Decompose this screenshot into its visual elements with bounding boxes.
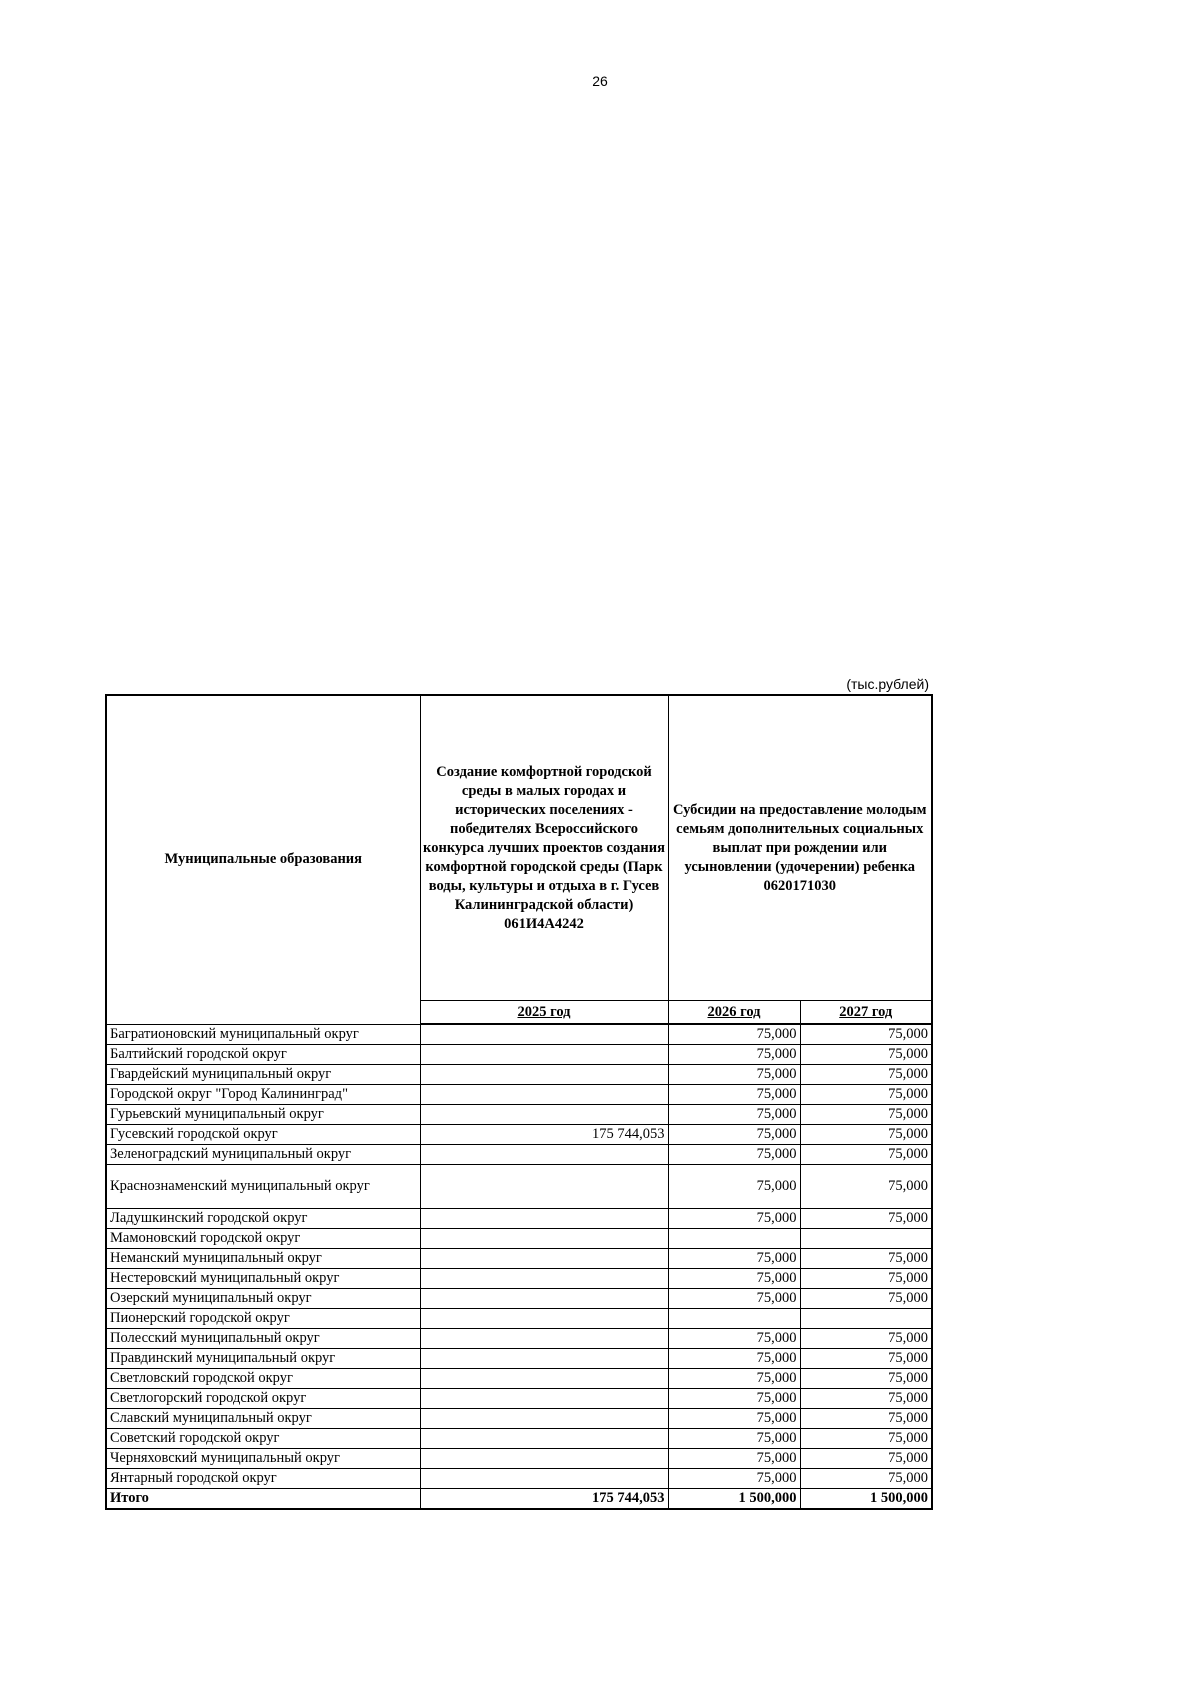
table-row [106, 1409, 932, 1429]
value-2027-cell [800, 1229, 932, 1249]
municipality-name-cell: Багратионовский муниципальный округ [106, 1024, 420, 1045]
municipalities-header: Муниципальные образования [106, 695, 420, 1024]
value-2026-cell: 75,000 [668, 1045, 800, 1065]
value-2026-cell: 75,000 [668, 1065, 800, 1085]
value-2025-cell [420, 1409, 668, 1429]
value-2027-cell: 75,000 [800, 1289, 932, 1309]
value-2025-cell [420, 1145, 668, 1165]
value-2026-cell: 75,000 [668, 1165, 800, 1209]
value-2026-cell [668, 1229, 800, 1249]
value-2025-cell [420, 1469, 668, 1489]
municipality-name-cell: Ладушкинский городской округ [106, 1209, 420, 1229]
value-2026-cell: 1 500,000 [668, 1489, 800, 1510]
value-2027-cell: 1 500,000 [800, 1489, 932, 1510]
table-row [106, 1065, 932, 1085]
table-header-row [106, 695, 932, 1001]
young-family-subsidy-header: Субсидии на предоставление молодым семьям дополнительных социальных выплат при рождении или усыновлении (удочерении) ребенка 0620171030 [668, 695, 932, 1001]
value-2027-cell: 75,000 [800, 1269, 932, 1289]
municipality-name-cell: Полесский муниципальный округ [106, 1329, 420, 1349]
value-2025-cell [420, 1209, 668, 1229]
value-2026-cell: 75,000 [668, 1469, 800, 1489]
value-2027-cell: 75,000 [800, 1429, 932, 1449]
value-2027-cell: 75,000 [800, 1065, 932, 1085]
comfort-environment-header: Создание комфортной городской среды в малых городах и исторических поселениях - победителях Всероссийского конкурса лучших проектов создания комфортной городской среды (Парк воды, культуры и отдыха в г. Гусев Калининградской области) 061И4А4242 [420, 695, 668, 1001]
municipality-name-cell: Нестеровский муниципальный округ [106, 1269, 420, 1289]
value-2025-cell [420, 1249, 668, 1269]
municipality-name-cell: Пионерский городской округ [106, 1309, 420, 1329]
value-2025-cell [420, 1429, 668, 1449]
value-2027-cell: 75,000 [800, 1389, 932, 1409]
municipality-name-cell: Мамоновский городской округ [106, 1229, 420, 1249]
municipality-name-cell: Гвардейский муниципальный округ [106, 1065, 420, 1085]
budget-table [105, 694, 933, 1510]
value-2026-cell: 75,000 [668, 1209, 800, 1229]
value-2025-cell [420, 1065, 668, 1085]
municipality-name-cell: Неманский муниципальный округ [106, 1249, 420, 1269]
value-2025-cell: 175 744,053 [420, 1125, 668, 1145]
value-2026-cell: 75,000 [668, 1269, 800, 1289]
value-2026-cell: 75,000 [668, 1429, 800, 1449]
value-2027-cell: 75,000 [800, 1165, 932, 1209]
value-2027-cell: 75,000 [800, 1369, 932, 1389]
table-row [106, 1349, 932, 1369]
municipality-name-cell: Светловский городской округ [106, 1369, 420, 1389]
value-2027-cell [800, 1309, 932, 1329]
value-2026-cell: 75,000 [668, 1125, 800, 1145]
table-row [106, 1329, 932, 1349]
table-row [106, 1229, 932, 1249]
table-row [106, 1249, 932, 1269]
value-2027-cell: 75,000 [800, 1145, 932, 1165]
year-2025-header: 2025 год [420, 1001, 668, 1025]
municipality-name-cell: Зеленоградский муниципальный округ [106, 1145, 420, 1165]
table-body [106, 1024, 932, 1509]
municipality-name-cell: Краснознаменский муниципальный округ [106, 1165, 420, 1209]
value-2025-cell [420, 1085, 668, 1105]
municipality-name-cell: Советский городской округ [106, 1429, 420, 1449]
value-2025-cell [420, 1389, 668, 1409]
value-2025-cell [420, 1229, 668, 1249]
value-2026-cell: 75,000 [668, 1105, 800, 1125]
value-2025-cell [420, 1269, 668, 1289]
table-row [106, 1145, 932, 1165]
table-row [106, 1045, 932, 1065]
table-row [106, 1289, 932, 1309]
municipality-name-cell: Светлогорский городской округ [106, 1389, 420, 1409]
value-2025-cell [420, 1045, 668, 1065]
table-row [106, 1165, 932, 1209]
year-2026-header: 2026 год [668, 1001, 800, 1025]
value-2025-cell: 175 744,053 [420, 1489, 668, 1510]
value-2027-cell: 75,000 [800, 1469, 932, 1489]
value-2027-cell: 75,000 [800, 1329, 932, 1349]
value-2025-cell [420, 1309, 668, 1329]
table-row [106, 1389, 932, 1409]
municipality-name-cell: Правдинский муниципальный округ [106, 1349, 420, 1369]
value-2026-cell [668, 1309, 800, 1329]
table-row [106, 1024, 932, 1045]
value-2027-cell: 75,000 [800, 1409, 932, 1429]
value-2026-cell: 75,000 [668, 1085, 800, 1105]
value-2025-cell [420, 1105, 668, 1125]
value-2026-cell: 75,000 [668, 1145, 800, 1165]
municipality-name-cell: Черняховский муниципальный округ [106, 1449, 420, 1469]
value-2025-cell [420, 1289, 668, 1309]
total-row [106, 1489, 932, 1510]
value-2027-cell: 75,000 [800, 1349, 932, 1369]
municipality-name-cell: Славский муниципальный округ [106, 1409, 420, 1429]
value-2025-cell [420, 1369, 668, 1389]
value-2027-cell: 75,000 [800, 1209, 932, 1229]
value-2026-cell: 75,000 [668, 1289, 800, 1309]
value-2026-cell: 75,000 [668, 1349, 800, 1369]
value-2027-cell: 75,000 [800, 1024, 932, 1045]
municipality-name-cell: Балтийский городской округ [106, 1045, 420, 1065]
table-row [106, 1429, 932, 1449]
table-row [106, 1309, 932, 1329]
table-row [106, 1469, 932, 1489]
municipality-name-cell: Итого [106, 1489, 420, 1510]
municipality-name-cell: Городской округ "Город Калининград" [106, 1085, 420, 1105]
municipality-name-cell: Гусевский городской округ [106, 1125, 420, 1145]
value-2025-cell [420, 1329, 668, 1349]
value-2025-cell [420, 1165, 668, 1209]
value-2027-cell: 75,000 [800, 1105, 932, 1125]
table-row [106, 1369, 932, 1389]
value-2025-cell [420, 1349, 668, 1369]
value-2026-cell: 75,000 [668, 1329, 800, 1349]
value-2026-cell: 75,000 [668, 1449, 800, 1469]
value-2027-cell: 75,000 [800, 1085, 932, 1105]
municipality-name-cell: Янтарный городской округ [106, 1469, 420, 1489]
table-row [106, 1105, 932, 1125]
table-row [106, 1125, 932, 1145]
unit-note: (тыс.рублей) [846, 676, 929, 692]
value-2025-cell [420, 1449, 668, 1469]
year-2027-header: 2027 год [800, 1001, 932, 1025]
value-2026-cell: 75,000 [668, 1389, 800, 1409]
page-number: 26 [592, 73, 608, 89]
value-2026-cell: 75,000 [668, 1249, 800, 1269]
value-2027-cell: 75,000 [800, 1045, 932, 1065]
municipality-name-cell: Гурьевский муниципальный округ [106, 1105, 420, 1125]
table-row [106, 1085, 932, 1105]
value-2026-cell: 75,000 [668, 1024, 800, 1045]
municipality-name-cell: Озерский муниципальный округ [106, 1289, 420, 1309]
value-2027-cell: 75,000 [800, 1449, 932, 1469]
value-2027-cell: 75,000 [800, 1249, 932, 1269]
table-row [106, 1449, 932, 1469]
value-2026-cell: 75,000 [668, 1369, 800, 1389]
table-row [106, 1209, 932, 1229]
table-row [106, 1269, 932, 1289]
value-2027-cell: 75,000 [800, 1125, 932, 1145]
value-2026-cell: 75,000 [668, 1409, 800, 1429]
value-2025-cell [420, 1024, 668, 1045]
